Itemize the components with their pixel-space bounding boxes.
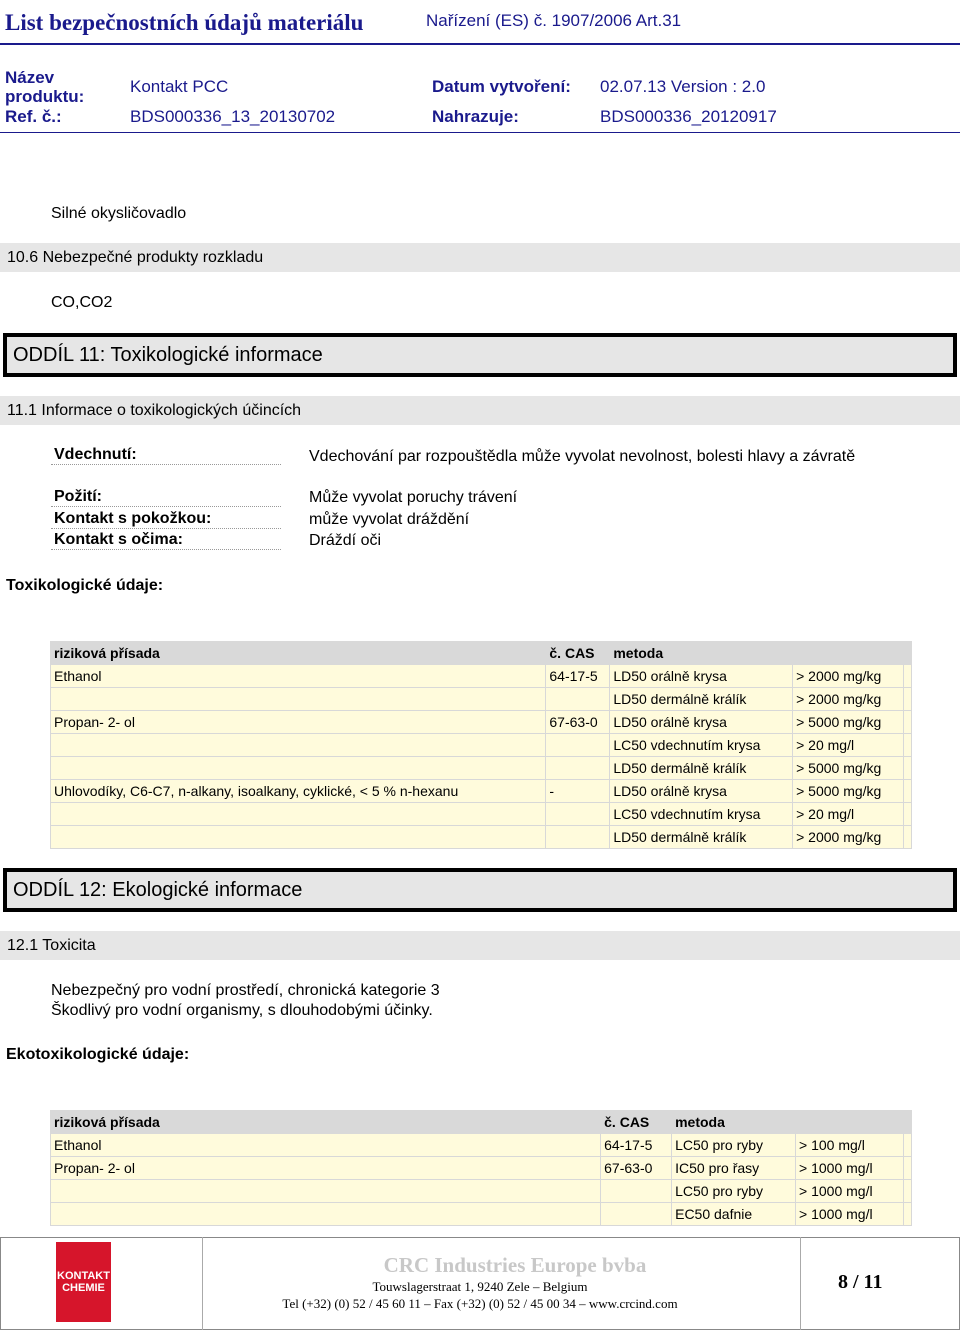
section-12-title: ODDÍL 12: Ekologické informace <box>3 868 957 912</box>
document-title: List bezpečnostních údajů materiálu <box>5 10 364 35</box>
cell-spacer <box>903 711 911 734</box>
cell-ingredient <box>51 688 546 711</box>
cell-ingredient <box>51 803 546 826</box>
cell-cas <box>546 734 610 757</box>
cell-method: LD50 dermálně králík <box>610 826 793 849</box>
effect-value-ingestion: Může vyvolat poruchy trávení <box>309 489 518 506</box>
cell-cas: 67-63-0 <box>601 1157 672 1180</box>
kontakt-chemie-logo <box>56 1242 111 1322</box>
header-divider-bottom <box>0 132 960 133</box>
cell-method: LC50 pro ryby <box>672 1134 796 1157</box>
cell-cas: 64-17-5 <box>601 1134 672 1157</box>
cell-spacer <box>903 826 911 849</box>
cell-ingredient <box>51 757 546 780</box>
cell-spacer <box>903 1203 911 1226</box>
cell-method: LC50 vdechnutím krysa <box>610 803 793 826</box>
subsection-12-1-heading: 12.1 Toxicita <box>0 931 960 960</box>
cell-value: > 1000 mg/l <box>796 1203 904 1226</box>
footer-divider-left <box>202 1237 203 1330</box>
created-date-label: Datum vytvoření: <box>432 77 571 96</box>
table-row <box>51 757 912 780</box>
footer-contact: Tel (+32) (0) 52 / 45 60 11 – Fax (+32) (0) 52 / 45 00 34 – www.crcind.com <box>282 1296 678 1311</box>
cell-cas <box>546 688 610 711</box>
cell-value: > 5000 mg/kg <box>793 757 904 780</box>
column-header-ingredient: riziková přísada <box>51 1111 601 1134</box>
logo-text-line1: KONTAKT <box>57 1270 110 1282</box>
cell-value: > 1000 mg/l <box>796 1157 904 1180</box>
cell-spacer <box>903 1134 911 1157</box>
tox-data-table <box>50 641 912 849</box>
product-name-label: Název produktu: <box>5 68 85 106</box>
column-header-spacer <box>903 642 911 665</box>
cell-cas: 67-63-0 <box>546 711 610 734</box>
cell-cas <box>546 826 610 849</box>
created-date-value: 02.07.13 Version : 2.0 <box>600 77 766 96</box>
replaces-value: BDS000336_20120917 <box>600 107 777 126</box>
column-header-method: metoda <box>610 642 793 665</box>
cell-method: LC50 pro ryby <box>672 1180 796 1203</box>
decomposition-products: CO,CO2 <box>51 294 113 311</box>
table-row <box>51 1134 912 1157</box>
cell-ingredient <box>51 826 546 849</box>
cell-ingredient <box>51 1203 601 1226</box>
logo-text-line2: CHEMIE <box>62 1282 105 1294</box>
effect-label-inhalation: Vdechnutí: <box>51 446 281 465</box>
effect-label-eyes: Kontakt s očima: <box>51 531 281 550</box>
cell-ingredient: Ethanol <box>51 1134 601 1157</box>
column-header-method: metoda <box>672 1111 796 1134</box>
cell-cas <box>546 803 610 826</box>
cell-spacer <box>903 734 911 757</box>
eco-hazard-line: Škodlivý pro vodní organismy, s dlouhodobými účinky. <box>51 1002 433 1019</box>
cell-spacer <box>903 1157 911 1180</box>
table-row <box>51 780 912 803</box>
ref-value: BDS000336_13_20130702 <box>130 107 336 126</box>
cell-spacer <box>903 665 911 688</box>
column-header-value <box>796 1111 904 1134</box>
effect-label-skin: Kontakt s pokožkou: <box>51 510 281 529</box>
ecotox-data-table <box>50 1110 912 1226</box>
table-row <box>51 1157 912 1180</box>
cell-spacer <box>903 780 911 803</box>
cell-value: > 5000 mg/kg <box>793 780 904 803</box>
table-row <box>51 826 912 849</box>
cell-cas <box>601 1180 672 1203</box>
column-header-ingredient: riziková přísada <box>51 642 546 665</box>
table-row <box>51 1203 912 1226</box>
cell-spacer <box>903 803 911 826</box>
section-11-title: ODDÍL 11: Toxikologické informace <box>3 333 957 377</box>
table-row <box>51 803 912 826</box>
footer-address: Touwslagerstraat 1, 9240 Zele – Belgium <box>372 1279 588 1294</box>
effect-value-inhalation: Vdechování par rozpouštědla může vyvolat nevolnost, bolesti hlavy a závratě <box>309 448 856 465</box>
cell-value: > 2000 mg/kg <box>793 826 904 849</box>
replaces-label: Nahrazuje: <box>432 107 519 126</box>
cell-value: > 1000 mg/l <box>796 1180 904 1203</box>
cell-ingredient: Ethanol <box>51 665 546 688</box>
cell-cas <box>601 1203 672 1226</box>
subsection-10-6-heading: 10.6 Nebezpečné produkty rozkladu <box>0 243 960 272</box>
cell-value: > 2000 mg/kg <box>793 665 904 688</box>
column-header-spacer <box>903 1111 911 1134</box>
column-header-value <box>793 642 904 665</box>
effect-label-ingestion: Požití: <box>51 488 281 507</box>
cell-ingredient: Propan- 2- ol <box>51 1157 601 1180</box>
table-header-row <box>51 642 912 665</box>
cell-method: EC50 dafnie <box>672 1203 796 1226</box>
effect-value-eyes: Dráždí oči <box>309 532 382 549</box>
cell-value: > 100 mg/l <box>796 1134 904 1157</box>
page-number: 8 / 11 <box>838 1271 883 1293</box>
regulation-reference: Nařízení (ES) č. 1907/2006 Art.31 <box>426 11 682 30</box>
cell-method: LC50 vdechnutím krysa <box>610 734 793 757</box>
table-row <box>51 1180 912 1203</box>
cell-ingredient <box>51 734 546 757</box>
cell-spacer <box>903 688 911 711</box>
cell-cas: 64-17-5 <box>546 665 610 688</box>
oxidizer-text: Silné okysličovadlo <box>51 205 187 222</box>
cell-method: LD50 orálně krysa <box>610 780 793 803</box>
cell-method: LD50 dermálně králík <box>610 688 793 711</box>
footer-company-name: CRC Industries Europe bvba <box>383 1253 647 1277</box>
footer-divider-right <box>800 1237 801 1330</box>
table-row <box>51 734 912 757</box>
eco-classification-line: Nebezpečný pro vodní prostředí, chronická kategorie 3 <box>51 982 440 999</box>
cell-value: > 20 mg/l <box>793 734 904 757</box>
table-row <box>51 711 912 734</box>
cell-value: > 20 mg/l <box>793 803 904 826</box>
cell-value: > 2000 mg/kg <box>793 688 904 711</box>
subsection-11-1-heading: 11.1 Informace o toxikologických účincích <box>0 396 960 425</box>
table-row <box>51 665 912 688</box>
cell-method: LD50 orálně krysa <box>610 711 793 734</box>
cell-method: LD50 orálně krysa <box>610 665 793 688</box>
cell-cas <box>546 757 610 780</box>
cell-value: > 5000 mg/kg <box>793 711 904 734</box>
effect-value-skin: může vyvolat dráždění <box>309 511 470 528</box>
cell-method: IC50 pro řasy <box>672 1157 796 1180</box>
cell-spacer <box>903 757 911 780</box>
header-divider <box>0 43 960 45</box>
product-name-value: Kontakt PCC <box>130 77 229 96</box>
cell-spacer <box>903 1180 911 1203</box>
ecotox-data-heading: Ekotoxikologické údaje: <box>6 1046 190 1063</box>
cell-method: LD50 dermálně králík <box>610 757 793 780</box>
cell-cas: - <box>546 780 610 803</box>
ref-label: Ref. č.: <box>5 107 62 126</box>
column-header-cas: č. CAS <box>601 1111 672 1134</box>
tox-data-heading: Toxikologické údaje: <box>6 577 164 594</box>
cell-ingredient: Uhlovodíky, C6-C7, n-alkany, isoalkany, cyklické, < 5 % n-hexanu <box>51 780 546 803</box>
table-row <box>51 688 912 711</box>
table-header-row <box>51 1111 912 1134</box>
column-header-cas: č. CAS <box>546 642 610 665</box>
cell-ingredient: Propan- 2- ol <box>51 711 546 734</box>
cell-ingredient <box>51 1180 601 1203</box>
